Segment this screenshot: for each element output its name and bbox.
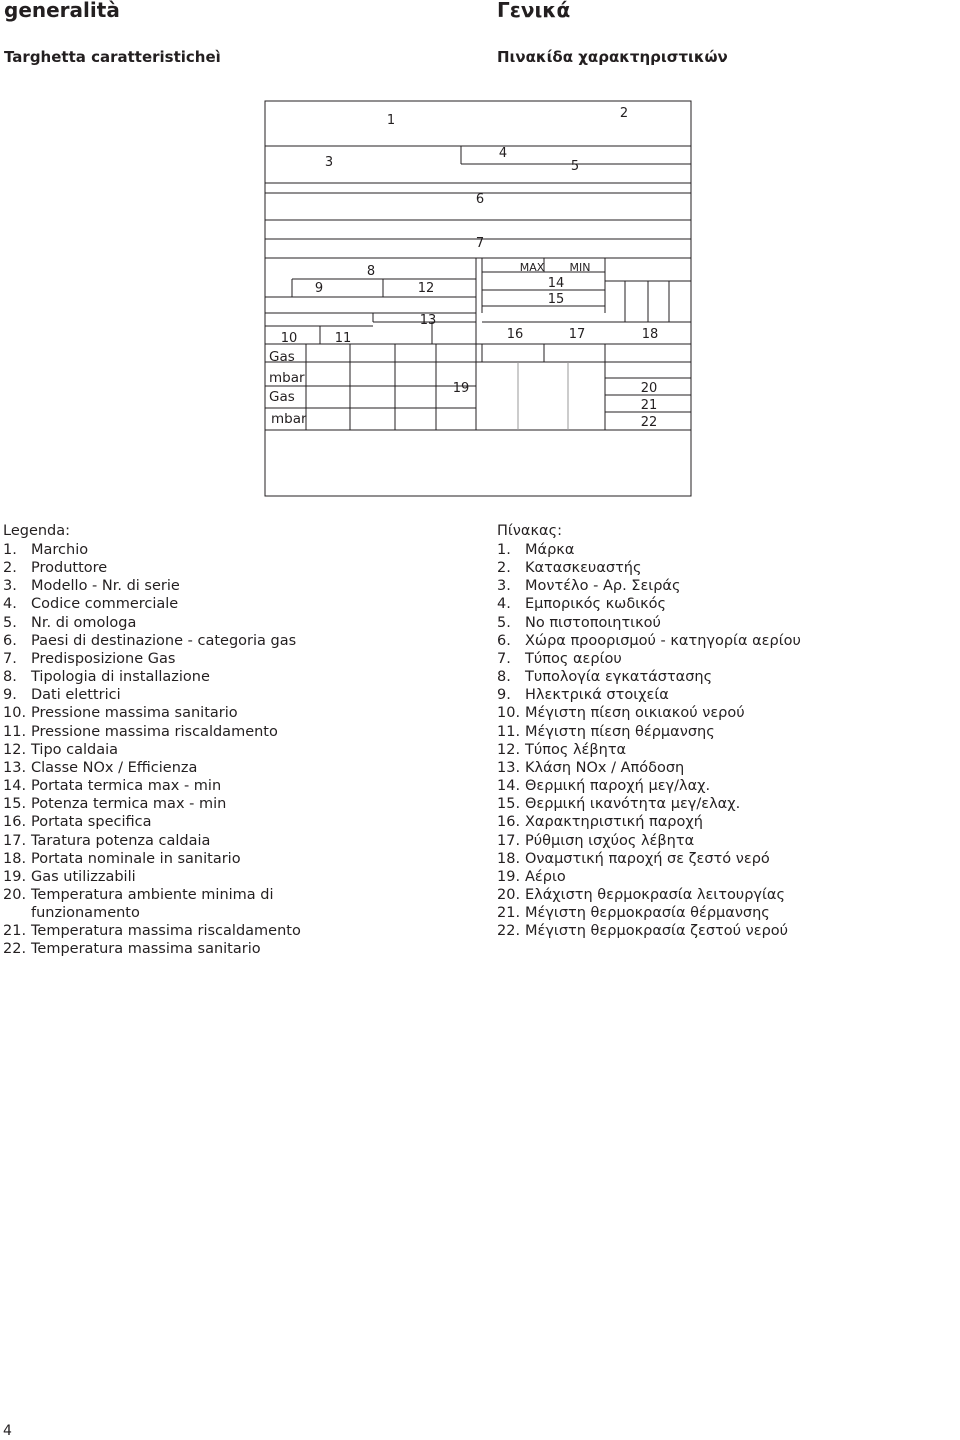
legend-item: 12. Τύπος λέβητα: [497, 741, 627, 758]
legend-item: 8. Τυπολογία εγκατάστασης: [497, 669, 713, 686]
legend-item: 7. Predisposizione Gas: [3, 650, 176, 667]
legend-item: 13. Classe NOx / Efficienza: [3, 759, 198, 776]
legend-item: 18. Portata nominale in sanitario: [3, 850, 241, 867]
legend-item: 4. Εμπορικός κωδικός: [497, 596, 667, 613]
legend-item: 1. Marchio: [3, 542, 89, 558]
mbar-label-2: mbar: [271, 411, 307, 427]
legend-item: 19. Gas utilizzabili: [3, 868, 136, 885]
legend-item: 15. Θερμική ικανότητα μεγ/ελαχ.: [497, 796, 741, 813]
callout-18: 18: [641, 327, 659, 342]
legend-item: 11. Μέγιστη πίεση θέρμανσης: [497, 723, 715, 740]
legend-item: 22. Temperatura massima sanitario: [3, 941, 261, 958]
legend-item: 9. Dati elettrici: [3, 687, 121, 704]
legend-item: 20. Ελάχιστη θερμοκρασία λειτουργίας: [497, 886, 785, 903]
legend-item: 6. Χώρα προορισμού - κατηγορία αερίου: [497, 632, 801, 649]
legend-item: 4. Codice commerciale: [3, 596, 179, 613]
callout-13: 13: [419, 313, 437, 328]
callout-5: 5: [570, 159, 580, 174]
legend-item: 16. Portata specifica: [3, 814, 152, 831]
legend-item: 14. Portata termica max - min: [3, 778, 222, 795]
callout-20: 20: [640, 381, 658, 396]
legend-item: 18. Οναμστική παροχή σε ζεστό νερό: [497, 850, 770, 867]
legend-item: 11. Pressione massima riscaldamento: [3, 723, 278, 740]
page-title-italian: generalità: [4, 0, 120, 22]
legend-item: 3. Modello - Nr. di serie: [3, 578, 180, 595]
legend-item: 12. Tipo caldaia: [3, 741, 119, 758]
legend-item: 13. Κλάση NOx / Απόδοση: [497, 759, 685, 776]
callout-6: 6: [475, 192, 485, 207]
callout-2: 2: [619, 106, 629, 121]
callout-3: 3: [324, 155, 334, 170]
legend-item: 2. Κατασκευαστής: [497, 560, 642, 577]
legend-item: 16. Χαρακτηριστική παροχή: [497, 814, 703, 831]
legend-heading-italian: Legenda:: [3, 523, 71, 539]
legend-list-italian: [3, 541, 303, 959]
legend-item: 17. Ρύθμιση ισχύος λέβητα: [497, 832, 695, 849]
legend-item: 20. Temperatura ambiente minima di funzionamento: [3, 886, 274, 922]
callout-4: 4: [498, 146, 508, 161]
section-subtitle-italian: Targhetta caratteristicheì: [4, 48, 221, 66]
legend-item: 1. Μάρκα: [497, 542, 575, 558]
gas-label-1: Gas: [269, 349, 295, 365]
legend-item: 14. Θερμική παροχή μεγ/λαχ.: [497, 778, 711, 795]
legend-item: 8. Tipologia di installazione: [3, 669, 210, 686]
min-label: MIN: [569, 261, 591, 274]
section-subtitle-greek: Πινακίδα χαρακτηριστικών: [497, 48, 728, 66]
legend-item: 19. Αέριο: [497, 868, 566, 885]
legend-item: 5. Νο πιστοποιητικού: [497, 614, 661, 631]
legend-item: 21. Μέγιστη θερμοκρασία θέρμανσης: [497, 905, 770, 922]
legend-item: 2. Produttore: [3, 560, 108, 577]
legend-item: 21. Temperatura massima riscaldamento: [3, 923, 301, 940]
gas-label-2: Gas: [269, 389, 295, 405]
legend-item: 10. Pressione massima sanitario: [3, 705, 238, 722]
mbar-label-1: mbar: [269, 370, 305, 386]
callout-12: 12: [417, 281, 435, 296]
max-label: MAX: [519, 261, 545, 274]
callout-1: 1: [386, 113, 396, 128]
legend-item: 7. Τύπος αερίου: [497, 650, 622, 667]
callout-19: 19: [452, 381, 470, 396]
callout-7: 7: [475, 236, 485, 251]
legend-item: 9. Ηλεκτρικά στοιχεία: [497, 687, 669, 704]
legend-item: 5. Nr. di omologa: [3, 614, 137, 631]
callout-16: 16: [506, 327, 524, 342]
callout-21: 21: [640, 398, 658, 413]
callout-9: 9: [314, 281, 324, 296]
legend-item: 6. Paesi di destinazione - categoria gas: [3, 632, 297, 649]
callout-15: 15: [547, 292, 565, 307]
page-number: 4: [3, 1423, 12, 1439]
legend-item: 10. Μέγιστη πίεση οικιακού νερού: [497, 705, 745, 722]
legend-heading-greek: Πίνακας:: [497, 523, 562, 539]
callout-8: 8: [366, 264, 376, 279]
callout-14: 14: [547, 276, 565, 291]
legend-item: 17. Taratura potenza caldaia: [3, 832, 211, 849]
data-plate-diagram: [0, 0, 960, 520]
callout-10: 10: [280, 331, 298, 346]
callout-11: 11: [334, 331, 352, 346]
page-title-greek: Γενικά: [497, 0, 571, 22]
legend-item: 15. Potenza termica max - min: [3, 796, 227, 813]
legend-item: 3. Μοντέλο - Αρ. Σειράς: [497, 578, 681, 595]
legend-item: 22. Μέγιστη θερμοκρασία ζεστού νερού: [497, 923, 789, 940]
callout-22: 22: [640, 415, 658, 430]
callout-17: 17: [568, 327, 586, 342]
legend-list-greek: [497, 541, 927, 940]
